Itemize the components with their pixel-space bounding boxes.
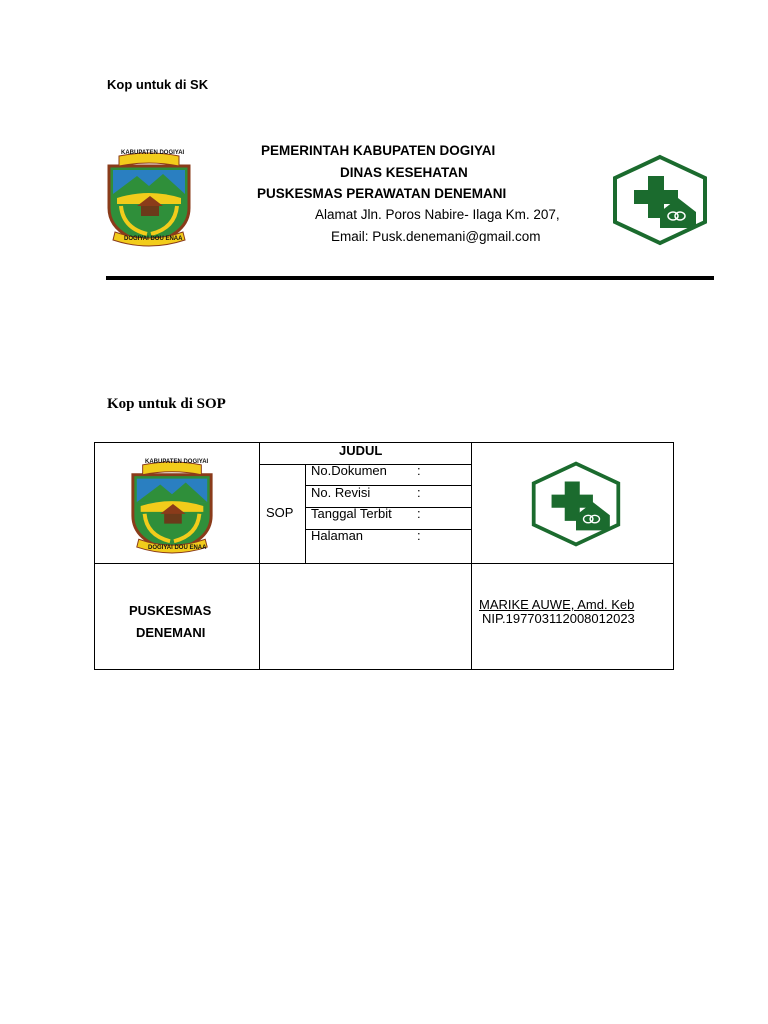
header-divider [106, 276, 714, 280]
regency-banner-top-text: KABUPATEN DOGIYAI [121, 150, 185, 156]
regency-banner-bottom-text: DOGIYAI DOU ENAA [148, 545, 207, 551]
regency-emblem-logo [127, 456, 217, 556]
field-no-revisi: No. Revisi [311, 485, 371, 500]
signer-nip: NIP.197703112008012023 [482, 611, 635, 626]
judul-label: JUDUL [339, 443, 383, 458]
puskesmas-cross-logo [610, 154, 710, 246]
header-email: Email: Pusk.denemani@gmail.com [331, 229, 541, 244]
field-halaman: Halaman [311, 528, 364, 543]
field-tanggal-terbit: Tanggal Terbit [311, 506, 392, 521]
table-col-divider [471, 443, 472, 669]
table-col-divider [259, 443, 260, 669]
field-sep: : [417, 528, 421, 543]
org-name-line2: DENEMANI [136, 625, 206, 640]
table-row-divider [95, 563, 673, 564]
regency-emblem-logo [103, 148, 195, 248]
header-address: Alamat Jln. Poros Nabire- Ilaga Km. 207, [315, 207, 560, 222]
header-government: PEMERINTAH KABUPATEN DOGIYAI [261, 143, 496, 158]
org-name-line1: PUSKESMAS [129, 603, 212, 618]
puskesmas-cross-logo [529, 460, 623, 548]
sop-section-title: Kop untuk di SOP [107, 396, 226, 412]
field-sep: : [417, 506, 421, 521]
signer-name: MARIKE AUWE, Amd. Keb [479, 597, 635, 612]
header-puskesmas: PUSKESMAS PERAWATAN DENEMANI [257, 186, 507, 201]
field-no-dokumen: No.Dokumen [311, 463, 387, 478]
sop-label: SOP [266, 505, 294, 520]
field-sep: : [417, 463, 421, 478]
regency-banner-bottom-text: DOGIYAI DOU ENAA [124, 236, 183, 242]
field-sep: : [417, 485, 421, 500]
regency-banner-top-text: KABUPATEN DOGIYAI [145, 459, 209, 465]
table-col-divider [305, 464, 306, 563]
sk-section-title: Kop untuk di SK [107, 77, 209, 92]
header-department: DINAS KESEHATAN [340, 165, 468, 180]
